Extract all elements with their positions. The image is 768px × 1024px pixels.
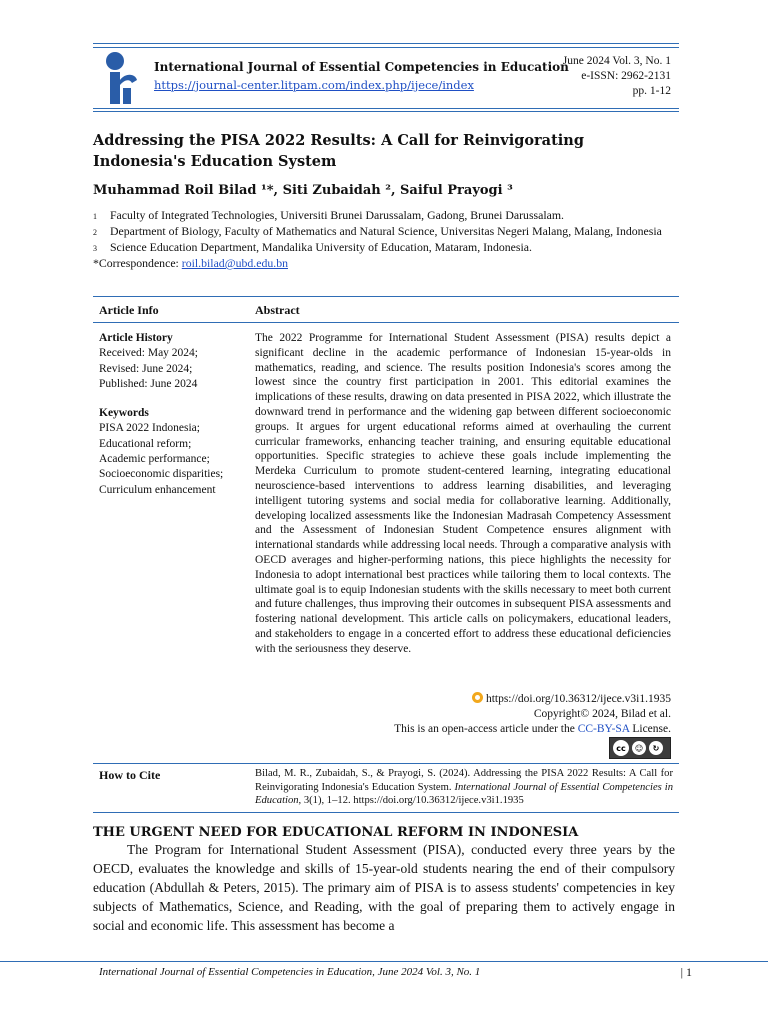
citation-bottom-rule xyxy=(93,812,679,813)
journal-name: International Journal of Essential Competencies in Education xyxy=(154,60,569,74)
sa-icon: ↻ xyxy=(649,741,663,755)
correspondence xyxy=(93,255,683,271)
doi-link[interactable]: https://doi.org/10.36312/ijece.v3i1.1935 xyxy=(485,693,671,705)
correspondence-email-link[interactable]: roil.bilad@ubd.edu.bn xyxy=(181,256,288,270)
journal-logo-icon xyxy=(101,50,141,106)
affiliation-text: Faculty of Integrated Technologies, Universiti Brunei Darussalam, Gadong, Brunei Darussalam. xyxy=(110,208,565,222)
history-received: Received: May 2024; xyxy=(99,347,199,360)
article-info-header: Article Info xyxy=(99,303,159,317)
keyword-item: PISA 2022 Indonesia; xyxy=(99,422,200,435)
header-rule-bottom xyxy=(93,108,679,109)
article-title: Addressing the PISA 2022 Results: A Call for Reinvigorating Indonesia's Education System xyxy=(93,132,584,170)
open-access-line xyxy=(394,722,671,737)
history-revised: Revised: June 2024; xyxy=(99,362,193,375)
citation-text xyxy=(255,767,673,808)
license-block xyxy=(394,692,671,737)
issn-text: e-ISSN: 2962-2131 xyxy=(581,70,671,82)
citation-top-rule xyxy=(93,763,679,764)
header-rule-bottom-outer xyxy=(93,111,679,112)
section-heading: THE URGENT NEED FOR EDUCATIONAL REFORM IN INDONESIA xyxy=(93,825,579,840)
affiliation-text: Science Education Department, Mandalika University of Education, Mataram, Indonesia. xyxy=(110,240,532,254)
affiliation-number: 3 xyxy=(93,244,97,253)
affiliation-3 xyxy=(93,239,683,255)
info-table-header-rule xyxy=(93,322,679,323)
citation-part2: 3(1), 1–12. https://doi.org/10.36312/ijece.v3i1.1935 xyxy=(301,795,524,806)
correspondence-label: *Correspondence: xyxy=(93,256,179,270)
footer-rule xyxy=(0,961,768,962)
affiliations xyxy=(93,207,683,271)
license-link[interactable]: CC-BY-SA xyxy=(577,723,630,735)
history-title: Article History xyxy=(99,332,173,344)
citation-journal: International Journal of Essential Competencies in Education, xyxy=(255,781,673,806)
author-list: Muhammad Roil Bilad ¹*, Siti Zubaidah ², Saiful Prayogi ³ xyxy=(93,183,513,198)
cc-icon: cc xyxy=(613,740,629,756)
body-paragraph: The Program for International Student Assessment (PISA), conducted every three years by the OECD, evaluates the knowledge and skills of 15-year-old students nearing the end of their compulsory education (Abdullah & Peters, 2015). The primary aim of PISA is to assess students' competencies in key subjects of Mathematics, Science, and Reading, with the goal of preparing them to actively engage in social and economic life. This assessment has become a xyxy=(93,842,675,933)
doi-icon xyxy=(472,692,483,703)
keyword-item: Academic performance; xyxy=(99,453,210,466)
footer-text: International Journal of Essential Competencies in Education, June 2024 Vol. 3, No. 1 xyxy=(99,966,481,978)
how-to-cite-label: How to Cite xyxy=(99,768,161,782)
page-number: | 1 xyxy=(680,965,692,979)
header-rule-top xyxy=(93,43,679,44)
citation-part1: Bilad, M. R., Zubaidah, S., & Prayogi, S. (2024). Addressing the PISA 2022 Results: A Call for Reinvigorating Indonesia's Education System. xyxy=(255,768,673,793)
copyright-text: Copyright© 2024, Bilad et al. xyxy=(533,708,671,720)
keyword-item: Educational reform; xyxy=(99,437,192,450)
abstract-header: Abstract xyxy=(255,303,300,317)
cc-by-sa-badge-icon[interactable] xyxy=(609,737,671,759)
issue-meta xyxy=(563,54,671,99)
affiliation-2 xyxy=(93,223,683,239)
abstract-text: The 2022 Programme for International Student Assessment (PISA) results depict a significant decline in the academic performance of Indonesian 15-year-olds in mathematics, reading, and science. The results position Indonesia's scores among the lowest since the country first participation in 2001. This editorial examines the implications of these results, drawing on data presented in PISA 2022, which illustrate the downward trend in performance and the widening gap between different socioeconomic groups. It argues for urgent educational reforms aimed at overhauling the current curricular frameworks, enhancing teacher training, and ensuring equitable educational opportunities. Specific strategies to achieve these goals include implementing the Merdeka Curriculum to promote student-centered learning, integrating educational neuroscience-based interventions to address learning disabilities, and leveraging intelligent tutoring systems and social media for collaborative learning. Additionally, developing localized assessments like the Indonesian Madrasah Competency Assessment and the Assessment of Indonesian Student Competence ensures alignment with international standards while addressing local needs. Through a comparative analysis with OECD averages and higher-performing nations, this piece highlights the necessity for Indonesia to adopt international best practices while tailoring them to local contexts. The ultimate goal is to equip Indonesian students with the skills necessary to meet both current and future challenges, thus improving their outcomes in subsequent PISA assessments and fostering national development. This article calls on policymakers, educational leaders, and stakeholders to engage in a concerted effort to address these educational deficiencies with the seriousness they deserve. xyxy=(255,332,671,655)
history-published: Published: June 2024 xyxy=(99,377,198,390)
by-icon: ☺ xyxy=(632,741,646,755)
affiliation-number: 1 xyxy=(93,212,97,221)
keyword-item: Socioeconomic disparities; xyxy=(99,468,224,481)
affiliation-1 xyxy=(93,207,683,223)
affiliation-text: Department of Biology, Faculty of Mathematics and Natural Science, Universitas Negeri Malang, Malang, Indonesia xyxy=(110,224,662,238)
keyword-item: Curriculum enhancement xyxy=(99,483,216,496)
header-rule-top-inner xyxy=(93,47,679,48)
open-access-text: This is an open-access article under the xyxy=(394,723,578,735)
article-info xyxy=(99,331,249,498)
affiliation-number: 2 xyxy=(93,228,97,237)
info-table-top-rule xyxy=(93,296,679,297)
issue-text: June 2024 Vol. 3, No. 1 xyxy=(562,55,671,67)
license-suffix: License. xyxy=(629,723,671,735)
pages-text: pp. 1-12 xyxy=(632,85,671,97)
keywords-title: Keywords xyxy=(99,407,149,420)
journal-url-link[interactable]: https://journal-center.litpam.com/index.php/ijece/index xyxy=(154,78,474,92)
